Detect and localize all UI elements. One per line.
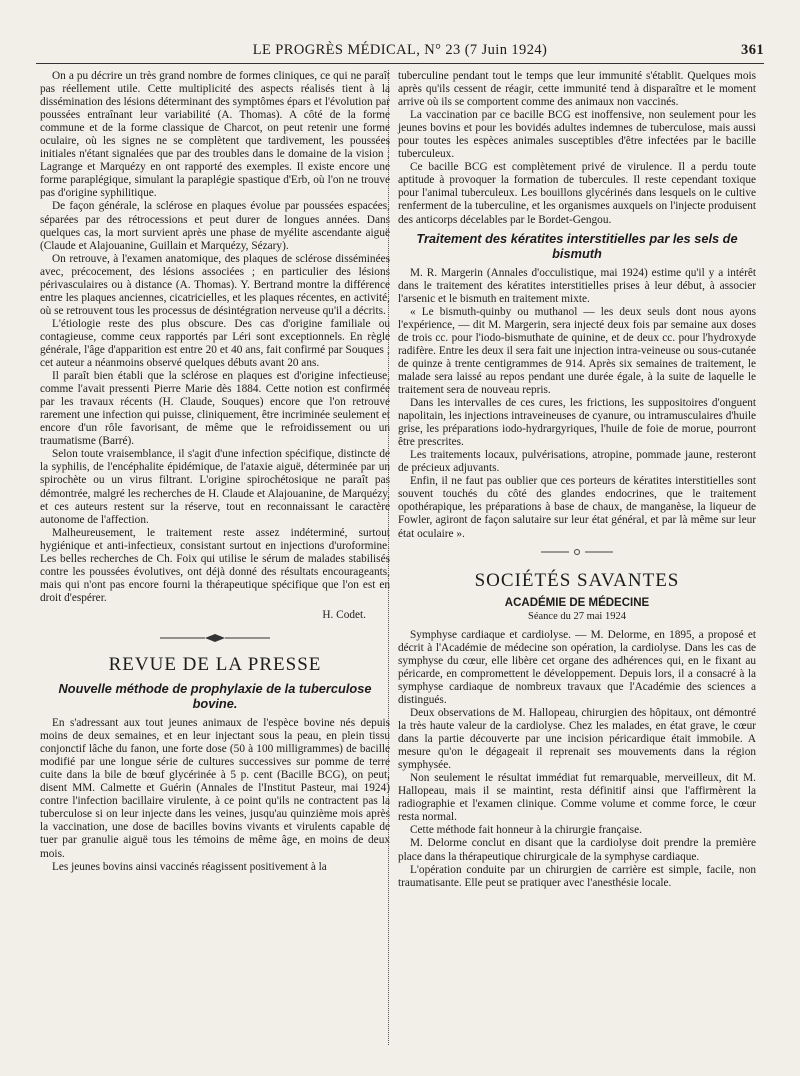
paragraph: On retrouve, à l'examen anatomique, des plaques de sclérose disséminées avec, précocement, des lésions associées ; en particulier des lésions périvasculaires ou à distance (A. Thomas). Y. Bertrand montre la différence entre les plaques anciennes, cicatricielles, et les plaques récentes, en activité, où se retrouvent tous les processus de désintégration nerveuse qu'il a décrits. (40, 252, 390, 317)
paragraph: M. R. Margerin (Annales d'occulistique, mai 1924) estime qu'il y a intérêt dans le traitement des kératites interstitielles prises à leur début, à associer l'arsenic et le bismuth en traitement mixte. (398, 266, 756, 305)
paragraph: « Le bismuth-quinby ou muthanol — les deux seuls dont nous ayons l'expérience, — dit M. Margerin, sera injecté deux fois par semaine aux doses de trois cc. pour l'iodo-bismuthate de quinine, et de deux cc. pour l'hydroxyde radifère. Entre les deux il sera fait une injection intra-veineuse ou sous-cutanée de quinze à trente centigrammes de 914. Après six semaines de traitement, le malade sera laissé au repos pendant une durée égale, à la suite de laquelle le traitement sera de nouveau repris. (398, 305, 756, 396)
paragraph: M. Delorme conclut en disant que la cardiolyse doit prendre la première place dans la thérapeutique chirurgicale de la symphyse cardiaque. (398, 837, 756, 863)
article-title: Traitement des kératites interstitielles par les sels de bismuth (416, 230, 738, 261)
paragraph: Malheureusement, le traitement reste assez indéterminé, surtout hygiénique et anti-infectieux, consistant surtout en injections d'uroformine. Les belles recherches de Ch. Foix qui utilise le sérum de malades stabilisés contre les poussées évolutives, ont déjà donné des résultats encourageants, mais qui n'ont pas encore fourni la thérapeutique spécifique que l'on est en droit d'espérer. (40, 526, 390, 604)
paragraph: Symphyse cardiaque et cardiolyse. — M. Delorme, en 1895, a proposé et décrit à l'Académie de médecine son opération, la cardiolyse. Dans les cas de symphyse du cœur, elle libère cet organe des adhérences qui, en le fixant au péricarde, en compromettent le développement. Depuis lors, il a consacré à la symphyse cardiaque de nombreux travaux que l'Académie des sciences a distingués. (398, 628, 756, 706)
paragraph: Non seulement le résultat immédiat fut remarquable, merveilleux, dit M. Hallopeau, mais il se maintint, resta définitif ainsi que l'affirmèrent la radiographie et l'examen clinique. Comme volume et comme force, le cœur resta normal. (398, 772, 756, 824)
header-rule (36, 63, 764, 64)
paragraph: Ce bacille BCG est complètement privé de virulence. Il a perdu toute aptitude à provoquer la formation de tubercules. Il reste cependant toxique pour l'animal tuberculeux. Les bouillons glycérinés dans lesquels on le cultive renferment de la tuberculine, et les organismes auxquels on l'injecte produisent des anticorps décelables par le Bordet-Gengou. (398, 161, 756, 226)
article-title: Nouvelle méthode de prophylaxie de la tuberculose bovine. (58, 681, 372, 712)
session-date: Séance du 27 mai 1924 (528, 610, 626, 622)
paragraph: On a pu décrire un très grand nombre de formes cliniques, ce qui ne paraît pas réellement utile. Cette multiplicité des aspects réalisés tient à la dissémination des lésions déterminant des symptômes épars et l'évolution par poussées entraînant leur variabilité (A. Thomas). A côté de la forme commune et de la forme classique de Charcot, on peut retenir une forme oculaire, où les signes ne se complètent que tardivement, les poussées initiales n'étant signalées que par des troubles dans le domaine de la vision ; Lagrange et Marquézy en ont rapporté des exemples. Il existe encore une forme paraplégique, simulant la paraplégie spastique d'Erb, où l'on ne trouve pas d'origine syphilitique. (40, 70, 390, 200)
section-title-societes: SOCIÉTÉS SAVANTES (474, 569, 680, 591)
paragraph: tuberculine pendant tout le temps que leur immunité s'établit. Quelques mois après qu'ils cessent de réagir, cette immunité tend à disparaître et le moment arrive où ils se comportent comme des animaux non vaccinés. (398, 70, 756, 109)
column-divider (388, 70, 389, 1045)
paragraph: Dans les intervalles de ces cures, les frictions, les suppositoires d'onguent napolitain, les injections intraveineuses de cyanure, ou intramusculaires d'huile grise, les préparations iodo-hydrargyriques, l'huile de foie de morue, pourront être prescrites. (398, 397, 756, 449)
ornament-divider (398, 547, 756, 560)
page-header (36, 42, 764, 64)
running-title: LE PROGRÈS MÉDICAL, N° 23 (7 Juin 1924) (252, 42, 548, 58)
paragraph: Les traitements locaux, pulvérisations, atropine, pommade jaune, resteront de précieux adjuvants. (398, 449, 756, 475)
paragraph: L'étiologie reste des plus obscure. Des cas d'origine familiale ou contagieuse, comme ceux rapportés par Léri sont exceptionnels. En règle générale, l'âge d'apparition est entre 20 et 40 ans, fait confirmé par Souques ; cet auteur a néanmoins observé quelques débuts avant 20 ans. (40, 317, 390, 370)
paragraph: Enfin, il ne faut pas oublier que ces porteurs de kératites interstitielles sont souvent touchés du côté des glandes endocrines, que le traitement opothérapique, les préparations à base de chaux, de manganèse, la liqueur de Fowler, agiront de façon salutaire sur leur état général, et par là même sur leur état oculaire ». (398, 475, 756, 540)
author-signature: H. Codet. (322, 608, 366, 621)
page-number: 361 (741, 42, 764, 58)
right-column (398, 70, 756, 890)
paragraph: Selon toute vraisemblance, il s'agit d'une infection spécifique, distincte de la syphilis, de l'encéphalite épidémique, de l'ataxie aiguë, déterminée par un spirochète ou un virus filtrant. L'origine spirochétosique ne paraît pas démontrée, malgré les recherches de H. Claude et Alajouanine, de Marquézy, et ces auteurs restent sur la réserve, tout en reconnaissant le caractère autonome de l'affection. (40, 448, 390, 526)
paragraph: De façon générale, la sclérose en plaques évolue par poussées espacées, séparées par des rétrocessions et peut durer de longues années. Dans quelques cas, la mort survient après une phase de myélite ascendante aiguë (Claude et Alajouanine, Guillain et Marquézy, Sézary). (40, 200, 390, 252)
left-column (40, 70, 390, 874)
paragraph: En s'adressant aux tout jeunes animaux de l'espèce bovine nés depuis moins de deux semaines, et en leur injectant sous la peau, en plein tissu conjonctif lâche du fanon, une forte dose (50 à 100 milligrammes) de bacille modifié par une longue série de cultures successives sur pomme de terre cuite dans la bile de bœuf glycérinée à 5 p. cent (Bacille BCG), on peut, disent MM. Calmette et Guérin (Annales de l'Institut Pasteur, mai 1924) contre l'infection bacillaire virulente, à ce point qu'ils ne contractent pas la tuberculose si on leur injecte dans les veines, jusqu'au quinzième mois après la vaccination, une dose de bacilles bovins vivants et virulents capable de tuer par granulie aiguë tous les témoins de même âge, en moins de deux mois. (40, 717, 390, 860)
paragraph: La vaccination par ce bacille BCG est inoffensive, non seulement pour les jeunes bovins et pour les bovidés adultes indemnes de tuberculose, mais aussi pour toutes les espèces animales susceptibles d'être infectées par le bacille tuberculeux. (398, 109, 756, 161)
section-title-revue: REVUE DE LA PRESSE (108, 654, 322, 676)
paragraph: Cette méthode fait honneur à la chirurgie française. (410, 824, 642, 837)
paragraph: Les jeunes bovins ainsi vaccinés réagissent positivement à la (52, 860, 327, 873)
paragraph: Deux observations de M. Hallopeau, chirurgien des hôpitaux, ont démontré la très haute valeur de la cardiolyse. Chez les malades, en état grave, le cœur dans la partie découverte par une incision péricardique était immobile. A mesure qu'on le dégageait il reprenait ses mouvements dans la région symphysée. (398, 707, 756, 772)
ornament-divider (40, 632, 390, 646)
academy-title: ACADÉMIE DE MÉDECINE (504, 596, 650, 609)
paragraph: L'opération conduite par un chirurgien de carrière est simple, facile, non traumatisante. Elle peut se pratiquer avec l'anesthésie locale. (398, 863, 756, 889)
paragraph: Il paraît bien établi que la sclérose en plaques est d'origine infectieuse, comme l'avait pressenti Pierre Marie dès 1884. Cette notion est confirmée par les travaux récents (H. Claude, Souques) encore que l'on retrouve rarement une infection qui puisse, cliniquement, être incriminée seulement et encore d'un rôle favorisant, de même que le refroidissement ou un traumatisme (Barré). (40, 370, 390, 448)
